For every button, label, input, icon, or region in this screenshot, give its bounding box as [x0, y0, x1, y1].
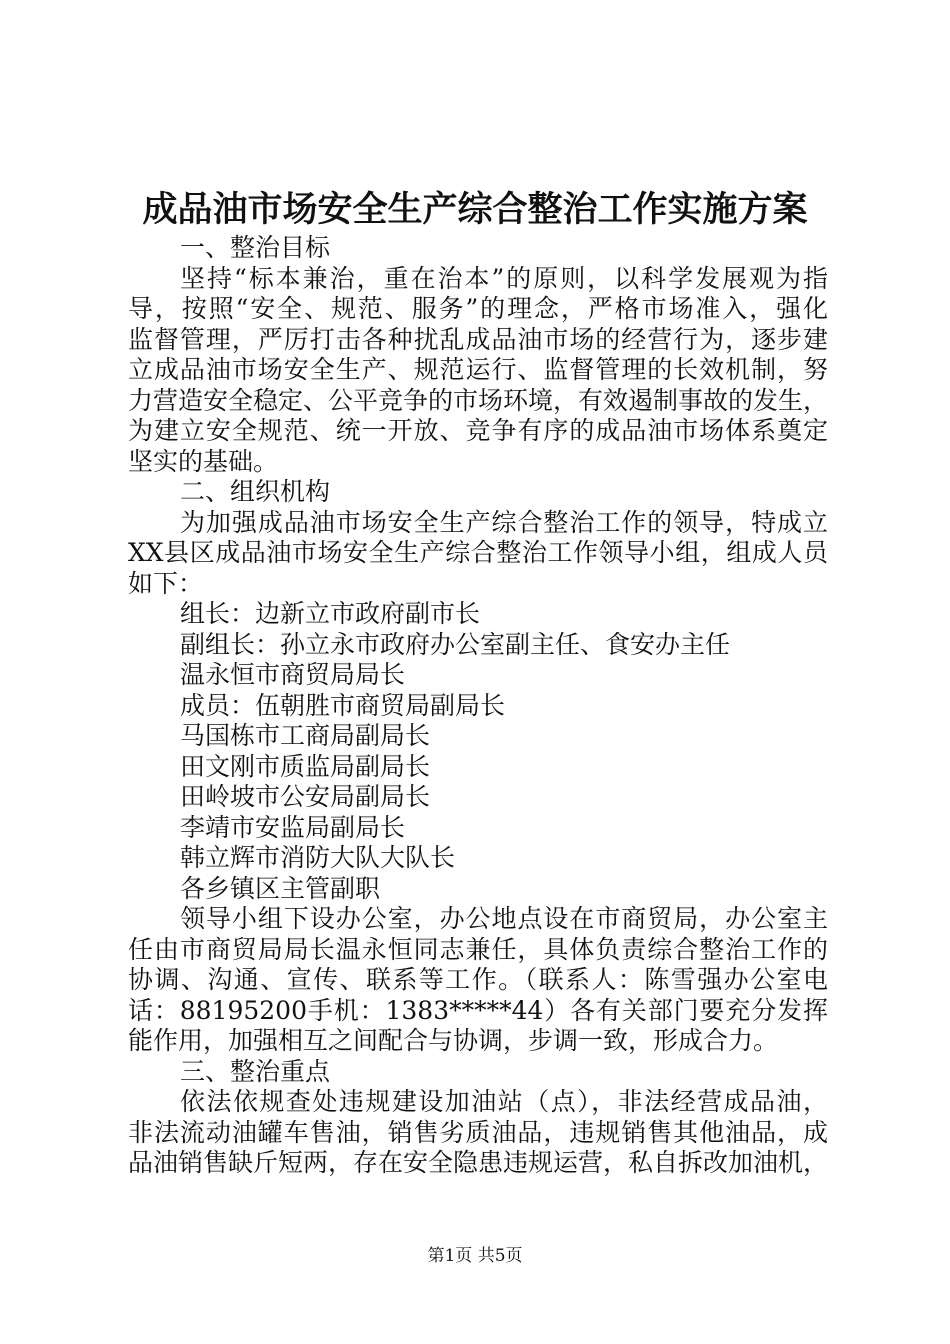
paragraph-line: 依法依规查处违规建设加油站（点），非法经营成品油，	[180, 1087, 828, 1116]
paragraph-line: 力营造安全稳定、公平竞争的市场环境，有效遏制事故的发生，	[128, 385, 828, 415]
page-number: 第1页 共5页	[427, 1246, 523, 1266]
paragraph-line: 坚实的基础。	[128, 446, 279, 476]
paragraph-line: 任由市商贸局局长温永恒同志兼任，具体负责综合整治工作的	[128, 934, 828, 964]
member-line: 成员：伍朝胜市商贸局副局长	[180, 690, 506, 720]
member-line: 李靖市安监局副局长	[180, 812, 406, 842]
document-body	[128, 233, 828, 1179]
paragraph-line: 能作用，加强相互之间配合与协调，步调一致，形成合力。	[128, 1026, 779, 1055]
member-line: 田岭坡市公安局副局长	[180, 782, 431, 811]
document-title: 成品油市场安全生产综合整治工作实施方案	[142, 189, 808, 230]
member-line: 马国栋市工商局副局长	[180, 721, 431, 750]
paragraph-line: 领导小组下设办公室，办公地点设在市商贸局，办公室主	[180, 904, 828, 933]
paragraph-line: XX县区成品油市场安全生产综合整治工作领导小组，组成人员	[128, 538, 828, 567]
member-line: 各乡镇区主管副职	[180, 873, 381, 903]
paragraph-line: 坚持“标本兼治，重在治本”的原则，以科学发展观为指	[180, 263, 828, 293]
section-heading: 二、组织机构	[180, 477, 331, 506]
member-line: 副组长：孙立永市政府办公室副主任、食安办主任	[180, 629, 731, 659]
member-line: 组长：边新立市政府副市长	[180, 599, 481, 628]
member-line: 温永恒市商贸局局长	[180, 660, 406, 689]
member-line: 韩立辉市消防大队大队长	[180, 843, 456, 872]
paragraph-line: 协调、沟通、宣传、联系等工作。（联系人：陈雪强办公室电	[128, 965, 828, 994]
paragraph-line: 非法流动油罐车售油，销售劣质油品，违规销售其他油品，成	[128, 1117, 828, 1147]
paragraph-line: 品油销售缺斤短两，存在安全隐患违规运营，私自拆改加油机，	[128, 1148, 828, 1177]
paragraph-line: 话：88195200手机：1383*****44）各有关部门要充分发挥	[128, 995, 828, 1025]
member-line: 田文刚市质监局副局长	[180, 751, 431, 781]
section-heading: 一、整治目标	[180, 233, 331, 262]
paragraph-line: 监督管理，严厉打击各种扰乱成品油市场的经营行为，逐步建	[128, 324, 828, 354]
section-heading: 三、整治重点	[180, 1056, 331, 1086]
paragraph-line: 为建立安全规范、统一开放、竞争有序的成品油市场体系奠定	[128, 416, 828, 445]
paragraph-line: 导，按照“安全、规范、服务”的理念，严格市场准入，强化	[128, 294, 828, 323]
paragraph-line: 如下：	[128, 568, 204, 598]
paragraph-line: 为加强成品油市场安全生产综合整治工作的领导，特成立	[180, 507, 828, 537]
paragraph-line: 立成品油市场安全生产、规范运行、监督管理的长效机制，努	[128, 355, 828, 384]
